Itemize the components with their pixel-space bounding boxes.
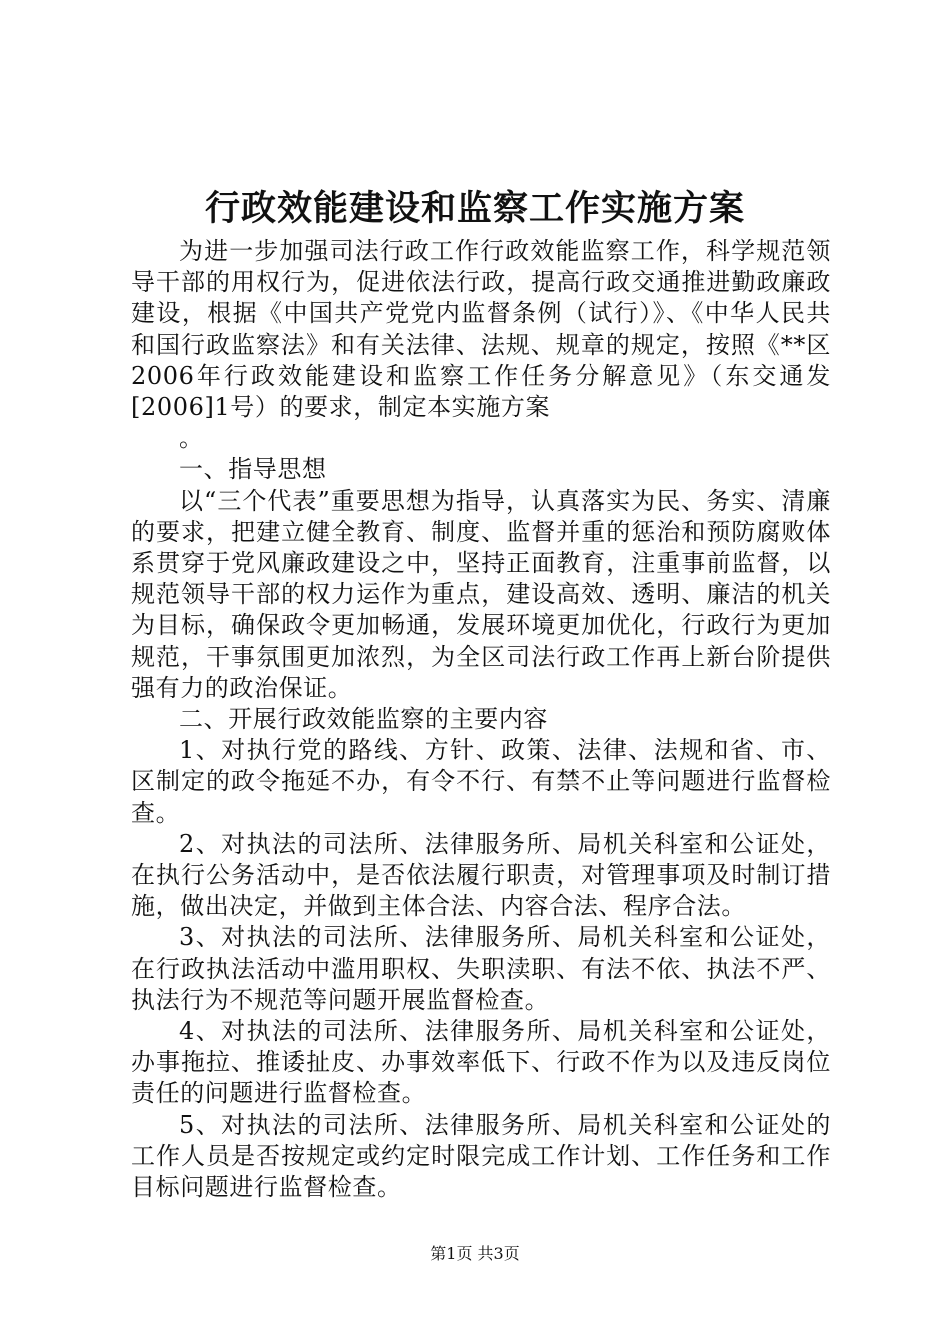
document-title: 行政效能建设和监察工作实施方案 (204, 188, 745, 229)
list-item-2: 2、对执法的司法所、法律服务所、局机关科室和公证处，在执行公务活动中，是否依法履行职责，对管理事项及时制订措施，做出决定，并做到主体合法、内容合法、程序合法。 (131, 829, 831, 921)
list-item-4: 4、对执法的司法所、法律服务所、局机关科室和公证处，办事拖拉、推诿扯皮、办事效率低下、行政不作为以及违反岗位责任的问题进行监督检查。 (131, 1017, 831, 1108)
paragraph-period: 。 (179, 424, 204, 453)
list-item-1: 1、对执行党的路线、方针、政策、法律、法规和省、市、区制定的政令拖延不办，有令不行、有禁不止等问题进行监督检查。 (131, 736, 831, 827)
heading-guiding-ideology: 一、指导思想 (179, 455, 327, 484)
paragraph-intro: 为进一步加强司法行政工作行政效能监察工作，科学规范领导干部的用权行为，促进依法行政，提高行政交通推进勤政廉政建设，根据《中国共产党党内监督条例（试行）》、《中华人民共和国行政监察法》和有关法律、法规、规章的规定，按照《**区2006年行政效能建设和监察工作任务分解意见》（东交通发[2006]1号）的要求，制定本实施方案 (131, 237, 831, 422)
heading-main-content: 二、开展行政效能监察的主要内容 (179, 705, 548, 734)
paragraph-guiding-ideology: 以“三个代表”重要思想为指导，认真落实为民、务实、清廉的要求，把建立健全教育、制度、监督并重的惩治和预防腐败体系贯穿于党风廉政建设之中，坚持正面教育，注重事前监督，以规范领导干部的权力运作为重点，建设高效、透明、廉洁的机关为目标，确保政令更加畅通，发展环境更加优化，行政行为更加规范，干事氛围更加浓烈，为全区司法行政工作再上新台阶提供强有力的政治保证。 (131, 486, 831, 702)
document-body (131, 236, 831, 1203)
list-item-3: 3、对执法的司法所、法律服务所、局机关科室和公证处，在行政执法活动中滥用职权、失职渎职、有法不依、执法不严、执法行为不规范等问题开展监督检查。 (131, 923, 831, 1014)
list-item-5: 5、对执法的司法所、法律服务所、局机关科室和公证处的工作人员是否按规定或约定时限完成工作计划、工作任务和工作目标问题进行监督检查。 (131, 1110, 831, 1202)
page-footer: 第1页 共3页 (430, 1244, 520, 1263)
